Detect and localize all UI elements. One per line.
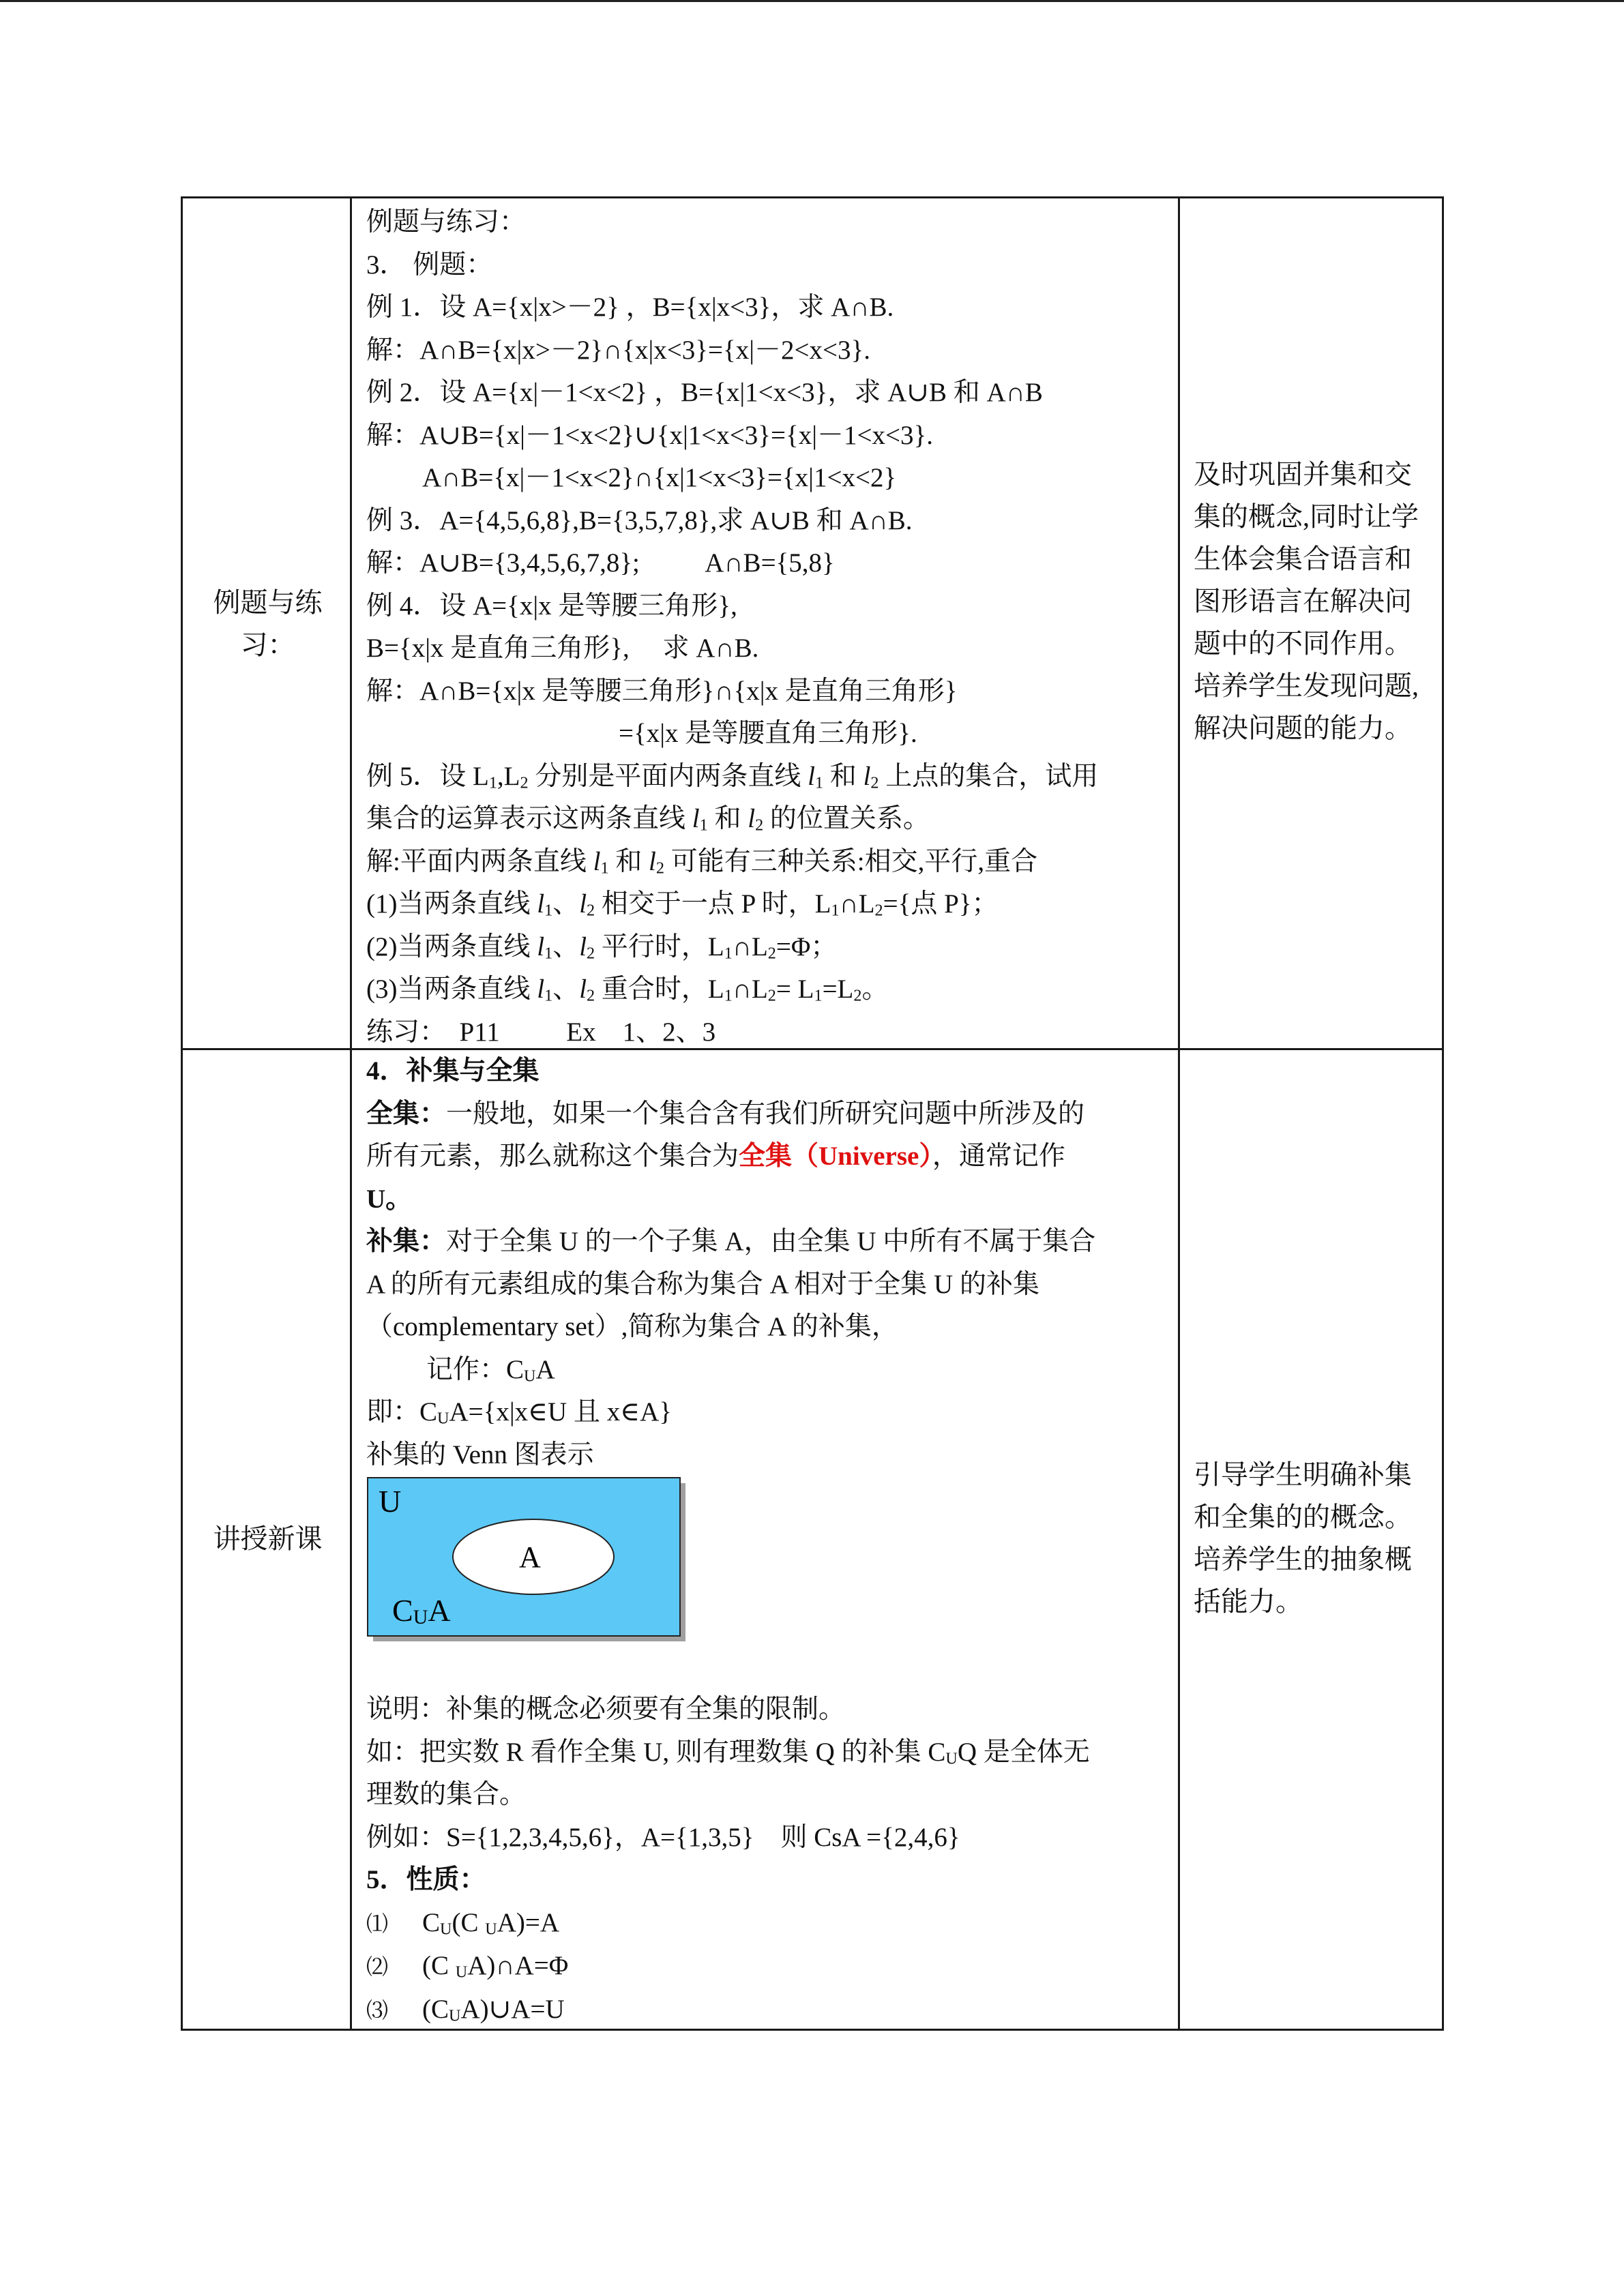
text-span: A)∪A=U xyxy=(460,1994,565,2024)
table-column-divider-2 xyxy=(1178,196,1180,2031)
page-top-rule xyxy=(0,0,1624,2)
term-label: 补集： xyxy=(366,1227,447,1256)
text-line: 解：A∪B={3,4,5,6,7,8}; A∩B={5,8} xyxy=(366,548,835,578)
text-span: (3)当两条直线 xyxy=(366,974,537,1004)
text-span: 分别是平面内两条直线 xyxy=(528,761,808,791)
line-symbol: l xyxy=(579,931,587,961)
text-span: (C xyxy=(422,1951,456,1980)
text-span: (C xyxy=(422,1994,449,2024)
row2-note: 引导学生明确补集和全集的的概念。培养学生的抽象概括能力。 xyxy=(1194,1459,1412,1617)
highlight-term: 全集（Universe） xyxy=(739,1142,932,1171)
row1-content xyxy=(366,201,1171,1054)
property-number: ⑶ xyxy=(366,1997,389,2023)
text-span: (2)当两条直线 xyxy=(366,931,537,961)
subscript: U xyxy=(455,1963,468,1982)
venn-universe-label: U xyxy=(379,1484,402,1519)
text-line xyxy=(366,1135,1171,1178)
text-line: 例 3．A={4,5,6,8},B={3,5,7,8},求 A∪B 和 A∩B. xyxy=(366,505,913,535)
text-line: A∩B={x|－1<x<2}∩{x|1<x<3}={x|1<x<2} xyxy=(422,463,897,492)
subscript: 1 xyxy=(488,773,497,792)
subscript: 1 xyxy=(600,858,609,877)
section-heading: 4．补集与全集 xyxy=(366,1056,540,1086)
text-line: 理数的集合。 xyxy=(366,1780,527,1809)
subscript: 2 xyxy=(587,986,595,1005)
line-symbol: l xyxy=(537,931,545,961)
text-span: A)=A xyxy=(497,1907,560,1937)
subscript: U xyxy=(945,1748,958,1768)
text-line xyxy=(366,1221,1171,1264)
text-span: 和 xyxy=(823,761,863,791)
text-span: ∩L xyxy=(839,889,875,919)
text-span: = L xyxy=(776,974,814,1004)
text-span: 集合的运算表示这两条直线 xyxy=(366,804,692,833)
text-span: (C xyxy=(452,1907,486,1937)
text-line xyxy=(366,1349,1171,1392)
text-span: A)∩A=Φ xyxy=(467,1951,569,1980)
line-symbol: l xyxy=(649,846,656,876)
text-line: 说明：补集的概念必须要有全集的限制。 xyxy=(366,1695,846,1724)
row1-label: 例题与练 习： xyxy=(213,587,323,660)
text-span: ,L xyxy=(497,761,520,791)
text-span: 和 xyxy=(707,804,748,833)
table-column-divider-1 xyxy=(350,196,352,2031)
text-line xyxy=(366,1093,1171,1136)
text-line: 例 2．设 A={x|－1<x<2} ，B={x|1<x<3}，求 A∪B 和 A∩B xyxy=(366,378,1043,407)
text-span: 解:平面内两条直线 xyxy=(366,846,593,876)
text-line xyxy=(366,883,1171,926)
table-border-right xyxy=(1442,196,1444,2031)
text-line: 例如：S={1,2,3,4,5,6}，A={1,3,5} 则 CsA ={2,4,6} xyxy=(366,1822,960,1852)
venn-diagram xyxy=(366,1476,687,1643)
subscript: 1 xyxy=(724,943,733,962)
text-span: =L xyxy=(822,974,854,1004)
text-line: B={x|x 是直角三角形}, 求 A∩B. xyxy=(366,633,759,663)
line-symbol: l xyxy=(593,846,601,876)
subscript: 1 xyxy=(544,943,553,962)
subscript: 2 xyxy=(853,986,862,1005)
subscript: 1 xyxy=(699,816,708,835)
text-span: 平行时，L xyxy=(595,931,724,961)
text-line: 解：A∩B={x|x>－2}∩{x|x<3}={x|－2<x<3}. xyxy=(366,335,870,365)
row1-note: 及时巩固并集和交集的概念,同时让学生体会集合语言和图形语言在解决问题中的不同作用。培养学生发现问题,解决问题的能力。 xyxy=(1194,459,1419,743)
text-span: 、 xyxy=(552,889,580,919)
text-span: ∩L xyxy=(732,931,768,961)
line-symbol: l xyxy=(863,761,871,791)
subscript: 2 xyxy=(874,901,883,920)
text-line xyxy=(366,926,1171,969)
text-span: 可能有三种关系:相交,平行,重合 xyxy=(664,846,1038,876)
property-number: ⑴ xyxy=(366,1911,389,1936)
text-span: 如：把实数 R 看作全集 U, 则有理数集 Q 的补集 C xyxy=(366,1737,946,1767)
subscript: 2 xyxy=(655,858,664,877)
row2-content-top xyxy=(366,1050,1171,1476)
line-symbol: l xyxy=(537,889,545,919)
subscript: 2 xyxy=(755,816,764,835)
table-border-left xyxy=(181,196,183,2031)
text-span: 即：C xyxy=(366,1397,438,1427)
text-span: (1)当两条直线 xyxy=(366,889,537,919)
subscript: 1 xyxy=(814,986,823,1005)
subscript: 2 xyxy=(767,943,776,962)
venn-complement-c: C xyxy=(392,1593,413,1628)
row2-content-bottom xyxy=(366,1688,1171,2031)
text-span: 重合时，L xyxy=(595,974,724,1004)
subscript: 2 xyxy=(870,773,879,792)
text-span: A={x|x∈U 且 x∈A} xyxy=(449,1397,672,1427)
subscript: 1 xyxy=(544,901,553,920)
subscript: 1 xyxy=(831,901,840,920)
text-span: C xyxy=(422,1907,441,1937)
text-span: 记作：C xyxy=(426,1354,525,1384)
venn-complement-sub: U xyxy=(413,1606,428,1628)
text-line xyxy=(366,841,1171,884)
text-span: =Φ； xyxy=(776,931,838,961)
text-span: 相交于一点 P 时，L xyxy=(595,889,831,919)
subscript: U xyxy=(449,2006,461,2025)
text-line: U。 xyxy=(366,1184,413,1214)
subscript: U xyxy=(485,1919,497,1938)
subscript: 1 xyxy=(724,986,733,1005)
text-span: 所有元素，那么就称这个集合为 xyxy=(366,1142,739,1171)
text-span: 、 xyxy=(552,931,580,961)
property-line xyxy=(366,1945,1171,1988)
subscript: 2 xyxy=(587,901,595,920)
text-line: 例题与练习： xyxy=(366,207,527,237)
text-line: 练习： P11 Ex 1、2、3 xyxy=(366,1017,716,1047)
venn-complement-a: A xyxy=(428,1593,451,1628)
text-line xyxy=(366,756,1171,799)
text-line xyxy=(366,798,1171,841)
venn-set-a-label: A xyxy=(519,1540,541,1574)
subscript: 1 xyxy=(544,986,553,1005)
text-line: （complementary set）,简称为集合 A 的补集， xyxy=(366,1312,898,1341)
property-number: ⑵ xyxy=(366,1954,389,1979)
subscript: 2 xyxy=(767,986,776,1005)
line-symbol: l xyxy=(537,974,545,1004)
text-span: 上点的集合，试用 xyxy=(879,761,1099,791)
text-line: 3． 例题： xyxy=(366,250,493,280)
line-symbol: l xyxy=(579,889,587,919)
subscript: U xyxy=(437,1409,449,1428)
text-span: 一般地，如果一个集合含有我们所研究问题中所涉及的 xyxy=(446,1099,1085,1129)
text-span: Q 是全体无 xyxy=(957,1737,1090,1767)
text-span: ，通常记作 xyxy=(932,1142,1065,1171)
line-symbol: l xyxy=(808,761,815,791)
subscript: U xyxy=(440,1919,452,1938)
text-span: 对于全集 U 的一个子集 A，由全集 U 中所有不属于集合 xyxy=(446,1227,1096,1256)
text-line: 解：A∩B={x|x 是等腰三角形}∩{x|x 是直角三角形} xyxy=(366,676,958,706)
text-span: 。 xyxy=(861,974,889,1004)
text-line: 补集的 Venn 图表示 xyxy=(366,1440,594,1470)
subscript: 2 xyxy=(520,773,529,792)
line-symbol: l xyxy=(692,804,700,833)
subscript: 1 xyxy=(814,773,824,792)
text-span: 和 xyxy=(608,846,649,876)
text-span: 、 xyxy=(552,974,580,1004)
text-line: A 的所有元素组成的集合称为集合 A 相对于全集 U 的补集 xyxy=(366,1269,1039,1299)
text-span: 例 5．设 L xyxy=(366,761,489,791)
subscript: U xyxy=(524,1366,536,1385)
line-symbol: l xyxy=(748,804,756,833)
row2-label: 讲授新课 xyxy=(213,1523,323,1554)
text-line xyxy=(366,1391,1171,1434)
section-heading: 5．性质： xyxy=(366,1865,486,1894)
text-span: 的位置关系。 xyxy=(763,804,930,833)
line-symbol: l xyxy=(579,974,587,1004)
text-line: 例 1．设 A={x|x>－2} ，B={x|x<3}，求 A∩B. xyxy=(366,293,894,322)
property-line xyxy=(366,1988,1171,2032)
text-span: A xyxy=(535,1354,555,1384)
text-span: ∩L xyxy=(732,974,768,1004)
term-label: 全集： xyxy=(366,1099,447,1129)
property-line xyxy=(366,1902,1171,1945)
text-line xyxy=(366,1731,1171,1774)
text-line xyxy=(366,968,1171,1011)
text-span: ={点 P}； xyxy=(883,889,999,919)
table-border-top xyxy=(181,196,1444,198)
subscript: 2 xyxy=(587,943,595,962)
text-line: 例 4．设 A={x|x 是等腰三角形}, xyxy=(366,591,737,621)
text-line: 解：A∪B={x|－1<x<2}∪{x|1<x<3}={x|－1<x<3}. xyxy=(366,420,933,450)
text-line: ={x|x 是等腰直角三角形}. xyxy=(619,719,917,748)
